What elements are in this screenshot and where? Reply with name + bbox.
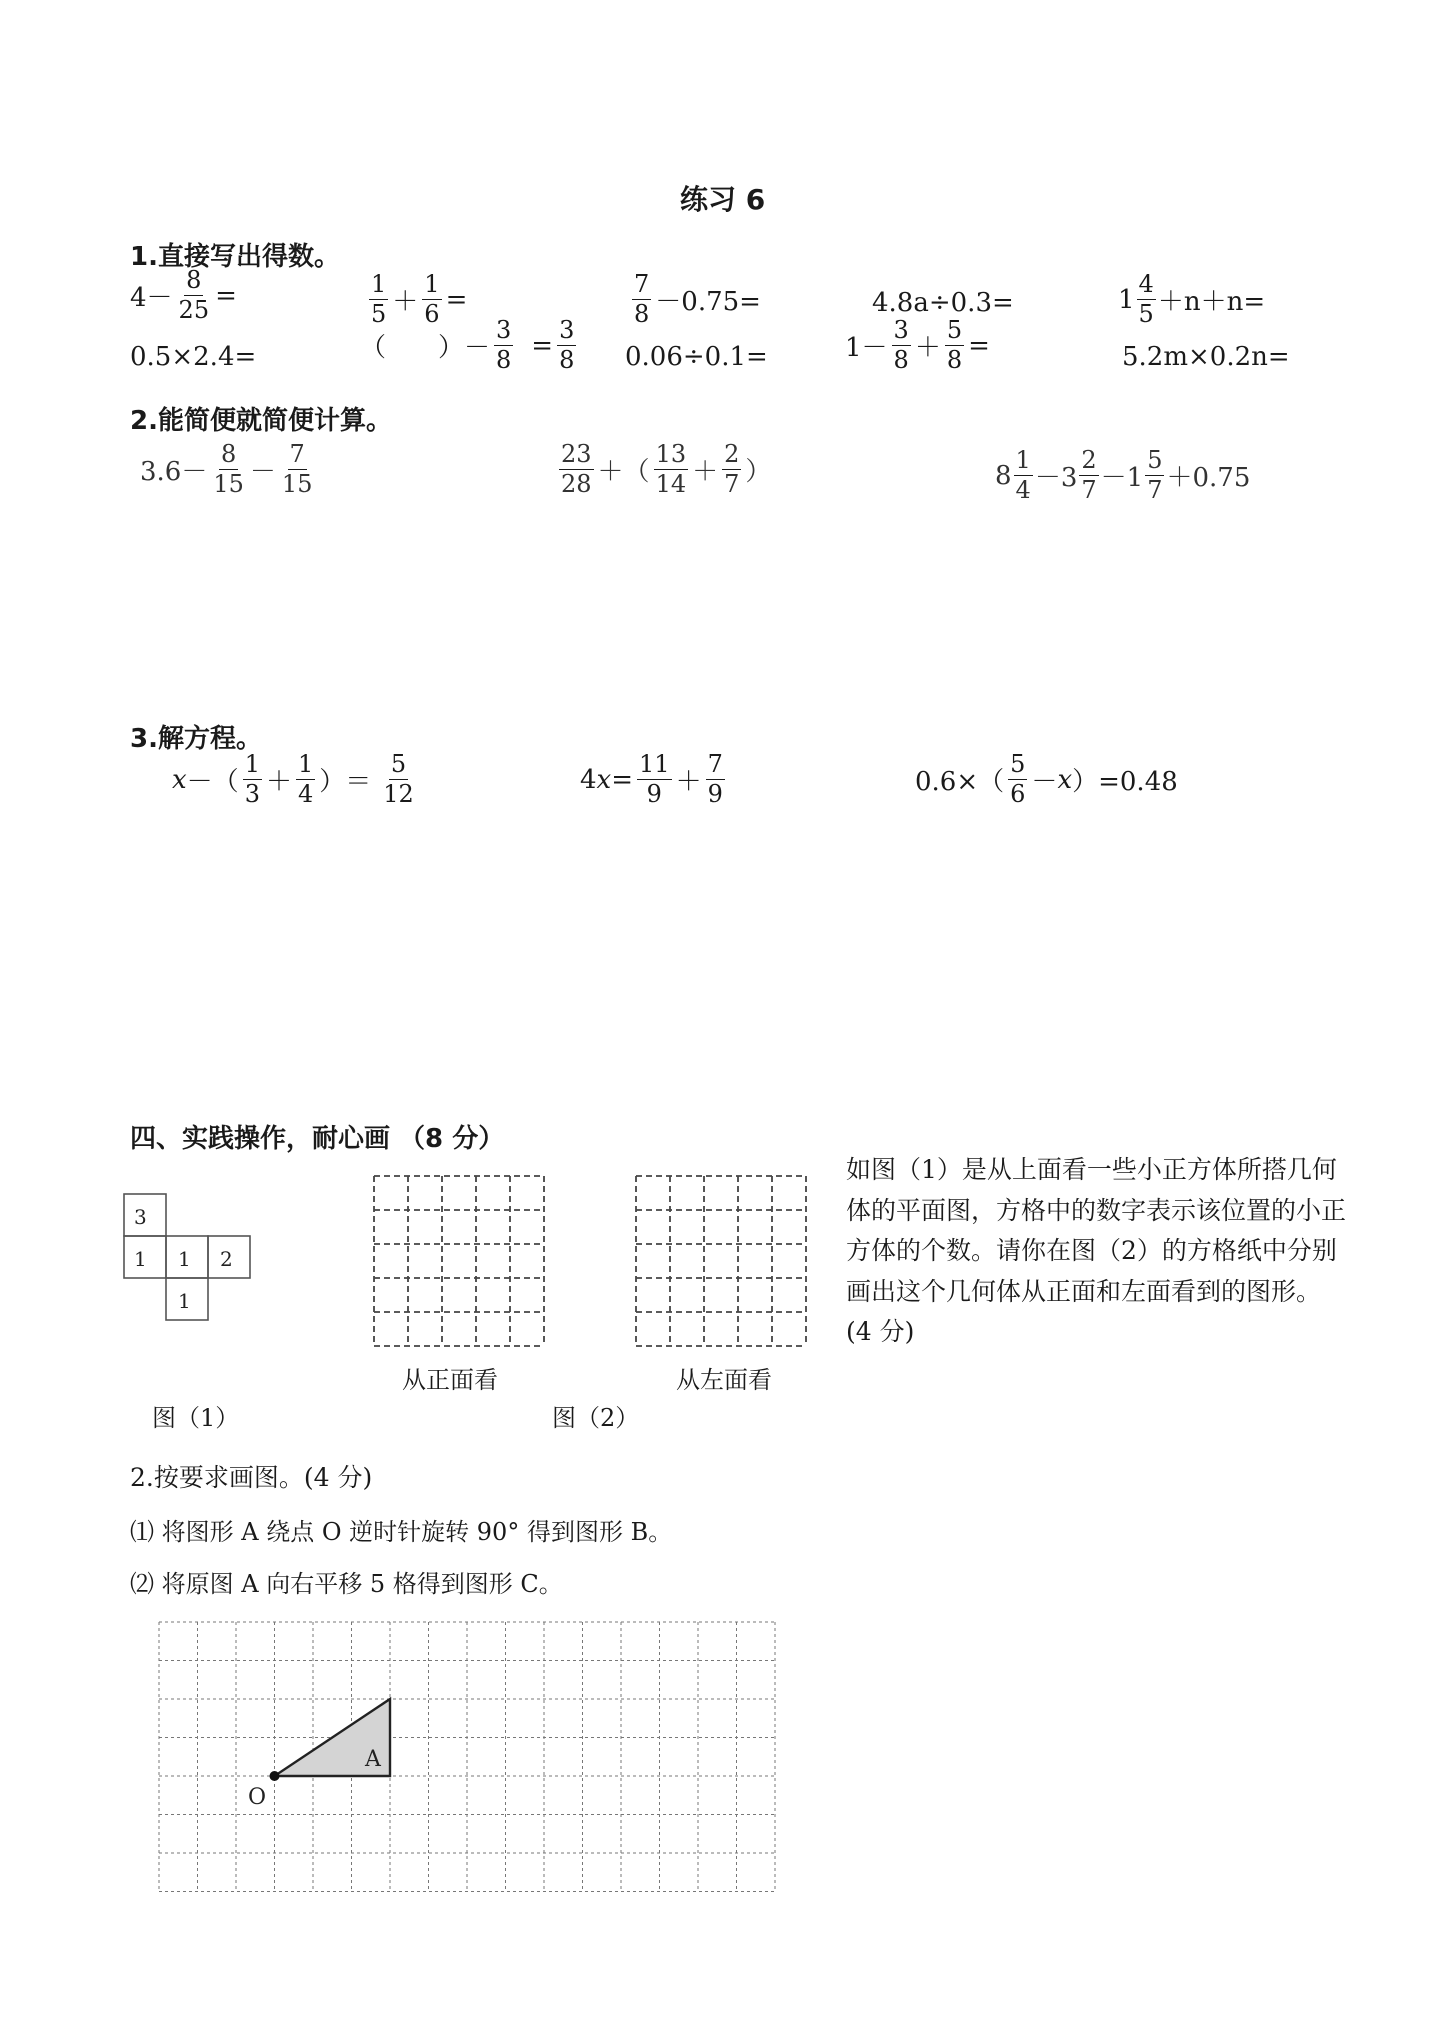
fraction bbox=[637, 752, 672, 807]
denominator: 15 bbox=[281, 470, 313, 499]
q1-row1-expr5 bbox=[1118, 272, 1265, 327]
cell-count: 2 bbox=[220, 1247, 233, 1271]
operator: ＋ bbox=[675, 767, 702, 798]
variable-x: x bbox=[596, 764, 612, 795]
cell-count: 1 bbox=[178, 1247, 191, 1271]
fraction bbox=[559, 442, 594, 497]
numerator: 7 bbox=[632, 272, 651, 300]
top-view-figure bbox=[118, 1188, 268, 1338]
fraction bbox=[494, 318, 513, 373]
numerator: 4 bbox=[1137, 272, 1156, 300]
fraction bbox=[722, 442, 741, 497]
left-view-grid[interactable] bbox=[632, 1172, 812, 1354]
fraction bbox=[243, 752, 262, 807]
expr-text: （ ）－ bbox=[360, 333, 491, 364]
fraction bbox=[280, 442, 315, 497]
denominator: 8 bbox=[496, 346, 512, 375]
q1-row2-expr1 bbox=[130, 342, 256, 372]
denominator: 15 bbox=[213, 470, 244, 499]
fraction bbox=[632, 272, 651, 327]
denominator: 8 bbox=[946, 346, 963, 375]
numerator: 7 bbox=[706, 752, 725, 780]
expr-text: 1－ bbox=[845, 333, 888, 364]
expr-text: 4－ bbox=[130, 283, 173, 314]
denominator: 4 bbox=[297, 780, 314, 809]
q2-expr1 bbox=[140, 442, 318, 497]
operator: ＋ bbox=[692, 457, 719, 488]
expr-text: = bbox=[445, 284, 468, 315]
variable-x: x bbox=[172, 764, 187, 795]
numerator: 1 bbox=[243, 752, 262, 780]
operator: ＋ bbox=[392, 287, 419, 318]
numerator: 11 bbox=[637, 752, 672, 780]
drawing-grid[interactable] bbox=[155, 1618, 785, 1898]
fraction bbox=[177, 268, 212, 323]
denominator: 3 bbox=[244, 780, 260, 809]
q1-row2-expr3 bbox=[625, 342, 768, 372]
fraction bbox=[1079, 448, 1098, 503]
operator: －3 bbox=[1034, 463, 1078, 494]
q1-row1-expr3 bbox=[628, 272, 761, 327]
denominator: 9 bbox=[646, 780, 662, 809]
fraction bbox=[1137, 272, 1156, 327]
cell-count: 1 bbox=[134, 1247, 147, 1271]
expr-text: = bbox=[968, 330, 990, 361]
fraction bbox=[1014, 448, 1033, 503]
expr-text: = bbox=[215, 280, 237, 311]
expr-text: ）＝ bbox=[319, 767, 372, 798]
numerator: 1 bbox=[296, 752, 315, 780]
expr-text: 5.2m×0.2n= bbox=[1122, 342, 1290, 372]
fraction bbox=[557, 318, 576, 373]
q3-expr2 bbox=[580, 752, 729, 807]
operator: ＋ bbox=[914, 333, 941, 364]
denominator: 4 bbox=[1015, 476, 1031, 505]
numerator: 3 bbox=[892, 318, 911, 346]
numerator: 8 bbox=[184, 268, 203, 296]
mixed-number bbox=[1118, 272, 1158, 327]
denominator: 28 bbox=[561, 470, 592, 499]
cell-count: 3 bbox=[134, 1205, 147, 1229]
expr-text: 4.8a÷0.3= bbox=[872, 288, 1014, 318]
operator: － bbox=[249, 457, 276, 488]
numerator: 5 bbox=[1008, 752, 1027, 780]
numerator: 2 bbox=[722, 442, 741, 470]
q3-heading: 3.解方程。 bbox=[130, 724, 262, 754]
expr-text: 4 bbox=[580, 764, 597, 795]
numerator: 3 bbox=[557, 318, 576, 346]
left-view-label: 从左面看 bbox=[676, 1366, 772, 1394]
fraction bbox=[654, 442, 689, 497]
numerator: 13 bbox=[654, 442, 689, 470]
point-o bbox=[270, 1771, 280, 1781]
operator: ＋ bbox=[265, 767, 292, 798]
numerator: 5 bbox=[389, 752, 408, 780]
q3-expr1 bbox=[172, 752, 420, 807]
denominator: 6 bbox=[424, 300, 440, 329]
numerator: 1 bbox=[422, 272, 441, 300]
denominator: 6 bbox=[1010, 780, 1026, 809]
expr-text: = bbox=[531, 330, 554, 361]
numerator: 8 bbox=[219, 442, 238, 470]
numerator: 1 bbox=[1014, 448, 1033, 476]
denominator: 14 bbox=[655, 470, 687, 499]
numerator: 5 bbox=[945, 318, 964, 346]
part2-heading: 2.按要求画图。(4 分) bbox=[130, 1463, 373, 1492]
q1-row2-expr4 bbox=[845, 318, 990, 373]
fraction bbox=[381, 752, 416, 807]
numerator: 1 bbox=[369, 272, 388, 300]
expr-text: = bbox=[611, 764, 634, 795]
numerator: 7 bbox=[288, 442, 307, 470]
fraction bbox=[211, 442, 246, 497]
expr-text: 0.6×（ bbox=[915, 767, 1005, 798]
label-a: A bbox=[365, 1747, 381, 1772]
operator: －1 bbox=[1100, 463, 1144, 494]
fig1-caption: 图（1） bbox=[152, 1404, 240, 1432]
denominator: 8 bbox=[634, 300, 650, 329]
q2-expr2 bbox=[555, 442, 771, 497]
q1-row1-expr4 bbox=[872, 288, 1014, 318]
part2-item2: ⑵ 将原图 A 向右平移 5 格得到图形 C。 bbox=[130, 1570, 563, 1598]
whole-part: 1 bbox=[1118, 284, 1135, 315]
label-o: O bbox=[248, 1785, 267, 1810]
numerator: 5 bbox=[1145, 448, 1164, 476]
denominator: 9 bbox=[707, 780, 723, 809]
q1-heading: 1.直接写出得数。 bbox=[130, 242, 340, 272]
denominator: 8 bbox=[559, 346, 575, 375]
section4-instructions: 如图（1）是从上面看一些小正方体所搭几何体的平面图，方格中的数字表示该位置的小正方体的个数。请你在图（2）的方格纸中分别画出这个几何体从正面和左面看到的图形。(4 分) bbox=[846, 1155, 1347, 1346]
fraction bbox=[945, 318, 964, 373]
q1-row2-expr5 bbox=[1122, 342, 1290, 372]
page-title: 练习 6 bbox=[680, 183, 766, 216]
q2-expr3 bbox=[995, 448, 1250, 503]
expr-text: ）=0.48 bbox=[1072, 767, 1178, 798]
part2-item1: ⑴ 将图形 A 绕点 O 逆时针旋转 90° 得到图形 B。 bbox=[130, 1518, 673, 1546]
q1-row2-expr2 bbox=[360, 318, 580, 373]
fraction bbox=[1008, 752, 1027, 807]
denominator: 12 bbox=[383, 780, 414, 809]
expr-text: ） bbox=[745, 457, 772, 488]
variable-x: x bbox=[1057, 764, 1073, 795]
q3-expr3 bbox=[915, 752, 1178, 807]
section4-heading: 四、实践操作，耐心画 （8 分） bbox=[130, 1124, 505, 1154]
whole-part: 8 bbox=[995, 460, 1012, 491]
expr-text: 0.06÷0.1= bbox=[625, 342, 768, 372]
denominator: 8 bbox=[893, 346, 909, 375]
denominator: 7 bbox=[1081, 476, 1097, 505]
expr-text: －（ bbox=[186, 767, 239, 798]
q1-row1-expr1 bbox=[130, 268, 237, 323]
fraction bbox=[1145, 448, 1164, 503]
front-view-label: 从正面看 bbox=[402, 1366, 498, 1394]
numerator: 2 bbox=[1079, 448, 1098, 476]
expr-text: －0.75= bbox=[655, 287, 761, 318]
fraction bbox=[296, 752, 315, 807]
cell-count: 1 bbox=[178, 1289, 191, 1313]
expr-text: 3.6－ bbox=[140, 457, 208, 488]
expr-text: ＋0.75 bbox=[1166, 463, 1251, 494]
operator: ＋（ bbox=[597, 457, 650, 488]
fraction bbox=[706, 752, 725, 807]
numerator: 23 bbox=[559, 442, 594, 470]
operator: － bbox=[1031, 767, 1058, 798]
denominator: 7 bbox=[724, 470, 740, 499]
denominator: 5 bbox=[371, 300, 387, 329]
expr-text: 0.5×2.4= bbox=[130, 342, 257, 372]
denominator: 5 bbox=[1138, 300, 1154, 329]
fraction bbox=[892, 318, 911, 373]
denominator: 25 bbox=[178, 296, 210, 325]
fig2-caption: 图（2） bbox=[552, 1404, 640, 1432]
front-view-grid[interactable] bbox=[370, 1172, 550, 1354]
numerator: 3 bbox=[494, 318, 513, 346]
expr-text: ＋n＋n= bbox=[1157, 287, 1266, 318]
denominator: 7 bbox=[1147, 476, 1163, 505]
q2-heading: 2.能简便就简便计算。 bbox=[130, 406, 392, 436]
